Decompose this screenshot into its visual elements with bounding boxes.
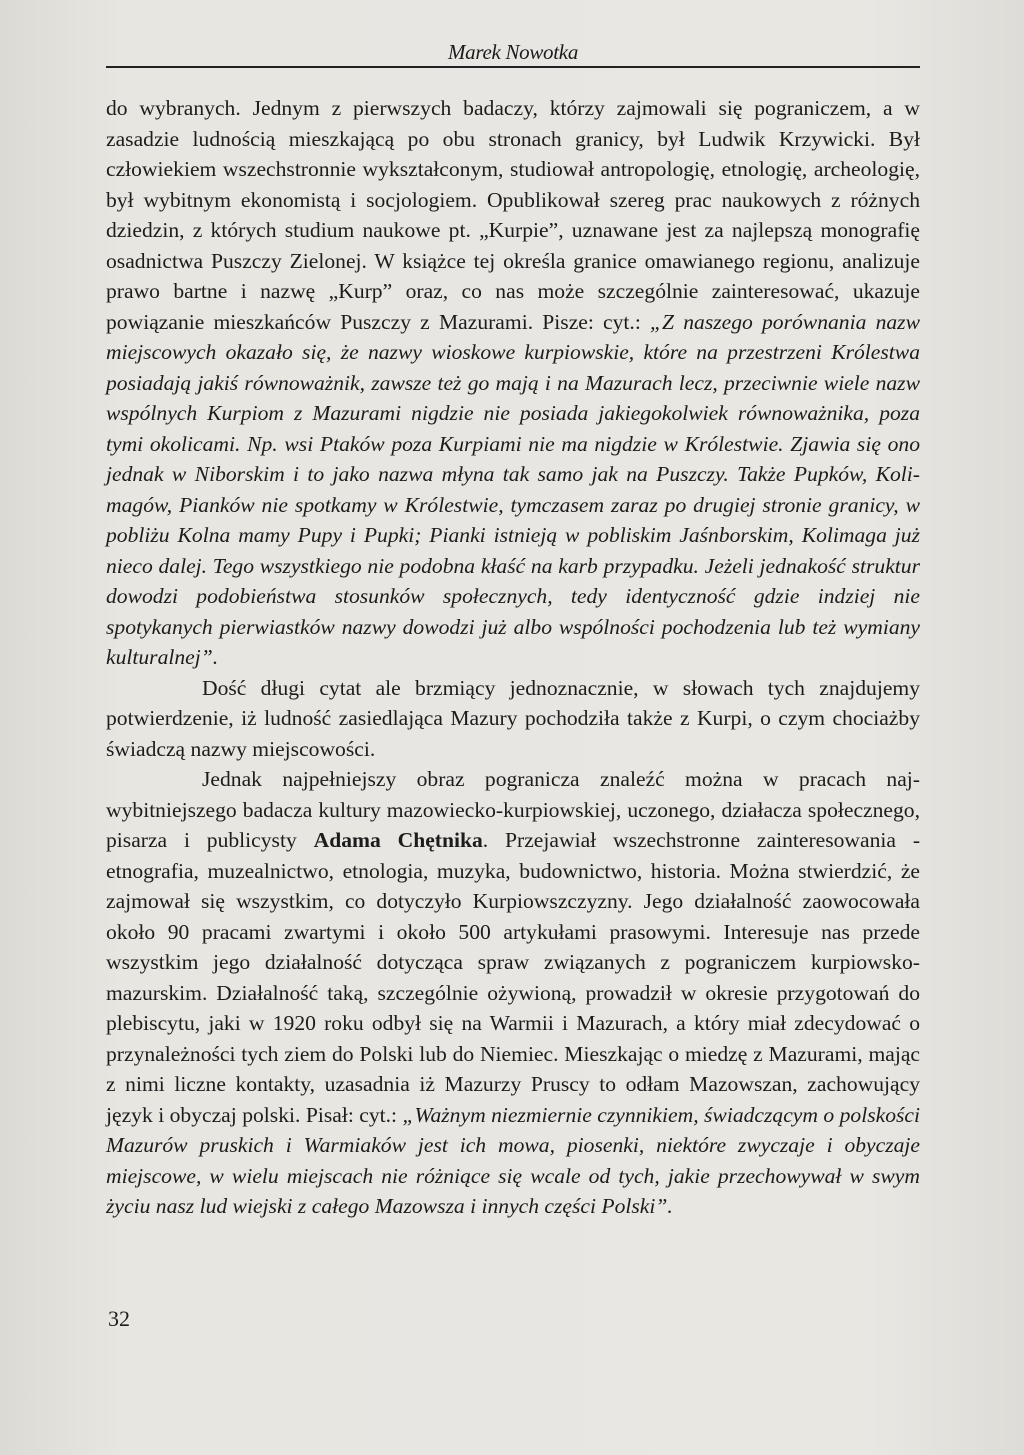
text-run: Dość długi cytat ale brzmiący jednoznacznie, w słowach tych znajdujemy potwierdzenie, iż ludność zasiedlająca Mazury pochodziła także z Kurpi, o czym chociażby świadczą nazwy miejscowości. [106,675,920,761]
body-text [106,93,920,1222]
paragraph-2 [106,673,920,765]
bold-name: Adama Chętnika [313,828,483,852]
text-run: . Przejawiał wszechstronne zainteresowania - etnografia, muzealnictwo, etnologia, muzyka, budownictwo, historia. Można stwierdzić, że zajmował się wszystkim, co dotyczyło Kurpiowszczyzny. Jego działalność zaowocowała około 90 pracami zwartymi i około 500 artykułami prasowymi. Interesuje nas przede wszystkim jego działalność dotycząca spraw związanych z pograniczem kurpiowsko-mazurskim. Działalność taką, szczególnie ożywioną, prowadził w okresie przygotowań do plebiscytu, jaki w 1920 roku odbył się na Warmii i Mazurach, a który miał zdecydować o przynależności tych ziem do Polski lub do Niemiec. Mieszkając o miedzę z Mazurami, mając z nimi liczne kontakty, uzasadnia iż Mazurzy Pruscy to odłam Mazowszan, zachowujący język i obyczaj polski. Pisał: cyt.: [106,828,921,1127]
running-header-author: Marek Nowotka [447,40,579,64]
text-run: do wybranych. Jednym z pierwszych badaczy, którzy zajmowali się pograniczem, a w zasadzie ludnością mieszkającą po obu stronach granicy, był Ludwik Krzywicki. Był człowiekiem wszechstronnie wykształconym, studiował antropologię, etnologię, archeologię, był wybitnym ekonomistą i socjologiem. Opublikował szereg prac naukowych z różnych dziedzin, z których studium naukowe pt. „Kurpie”, uznawane jest za najlepszą monografię osadnictwa Puszczy Zielonej. W książce tej określa granice omawianego regionu, analizuje prawo bartne i nazwę „Kurp” oraz, co nas może szczególnie zainteresować, ukazuje powiązanie mieszkańców Puszczy z Mazurami. Pisze: cyt.: [106,96,920,334]
paragraph-3 [106,764,920,1222]
header-rule [106,66,920,68]
quote-krzywicki: „Z naszego porównania nazw miejscowych okazało się, że nazwy wioskowe kurpiowskie, które na przestrzeni Królestwa posiadają jakiś równoważnik, zawsze też go mają i na Mazurach lecz, przeciwnie wiele nazw wspólnych Kurpiom z Mazurami nigdzie nie posiada jakiegokolwiek równoważnika, poza tymi okolicami. Np. wsi Ptaków poza Kurpiami nie ma nigdzie w Królestwie. Zjawia się ono jednak w Niborskim i to jako nazwa młyna tak samo jak na Puszczy. Także Pupków, Kolimagów, Pianków nie spotkamy w Królestwie, tymczasem zaraz po drugiej stronie granicy, w pobliżu Kolna mamy Pupy i Pupki; Pianki istnieją w pobliskim Jaśnborskim, Kolimaga już nieco dalej. Tego wszystkiego nie podobna kłaść na karb przypadku. Jeżeli jednakość struktur dowodzi podobieństwa stosunków społecznych, tedy identyczność gdzie indziej nie spotykanych pierwiastków nazwy dowodzi już albo wspólności pochodzenia lub też wymiany kulturalnej”. [106,309,920,669]
quote-chetnik: „Ważnym niezmiernie czynnikiem, świadczącym o polskości Mazurów pruskich i Warmiaków jest ich mowa, piosenki, niektóre zwyczaje i obyczaje miejscowe, w wielu miejscach nie różniące się wcale od tych, jakie przechowywał w swym życiu nasz lud wiejski z całego Mazowsza i innych części Polski”. [106,1102,920,1218]
page-number: 32 [108,1306,130,1331]
paragraph-1 [106,93,920,673]
text-run: Jednak najpełniejszy obraz pogranicza znaleźć można w pracach najwybitniejszego badacza kultury mazowiecko-kurpiowskiej, uczonego, działacza społecznego, pisarza i publicysty [106,767,920,852]
